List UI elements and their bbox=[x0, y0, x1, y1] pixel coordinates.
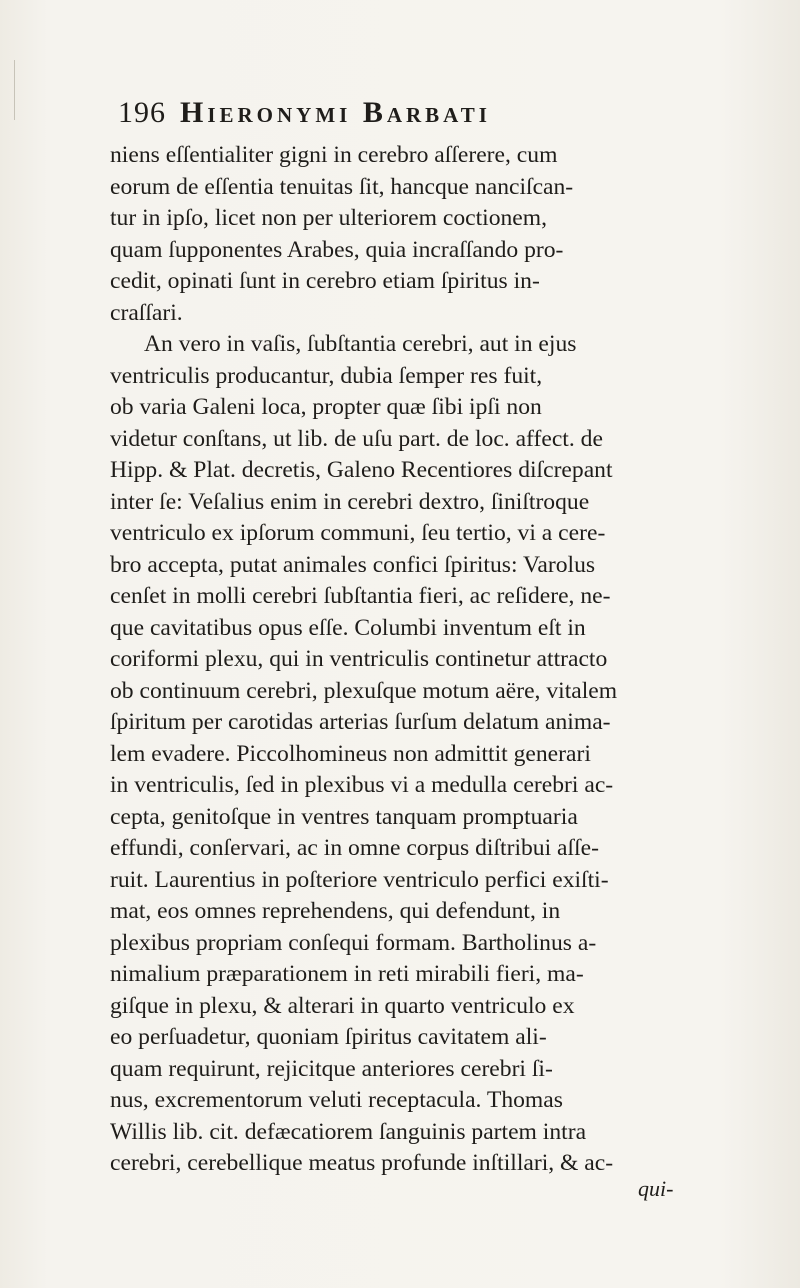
text-line: ruit. Laurentius in poſteriore ventriculo perfici exiſti- bbox=[110, 866, 609, 893]
text-line: in ventriculis, ſed in plexibus vi a medulla cerebri ac- bbox=[110, 772, 614, 798]
running-head: Hieronymi Barbati bbox=[180, 96, 491, 129]
text-line: coriformi plexu, qui in ventriculis continetur attracto bbox=[110, 646, 608, 672]
text-line: Willis lib. cit. defæcatiorem ſanguinis partem intra bbox=[110, 1118, 587, 1145]
text-line: ventriculo ex ipſorum communi, ſeu tertio, vi a cere- bbox=[110, 520, 606, 546]
text-line: cerebri, cerebellique meatus profunde inſtillari, & ac- bbox=[110, 1150, 614, 1176]
text-line: tur in ipſo, licet non per ulteriorem coctionem, bbox=[110, 205, 548, 231]
text-line: inter ſe: Veſalius enim in cerebri dextro, ſiniſtroque bbox=[110, 488, 590, 515]
text-line: ſpiritum per carotidas arterias ſurſum delatum anima- bbox=[110, 709, 611, 735]
text-line: cenſet in molli cerebri ſubſtantia fieri, ac reſidere, ne- bbox=[110, 583, 611, 609]
text-line: nus, excrementorum veluti receptacula. Thomas bbox=[110, 1087, 563, 1113]
text-line: An vero in vaſis, ſubſtantia cerebri, aut in ejus bbox=[144, 331, 577, 357]
text-line: quam requirunt, rejicitque anteriores cerebri ſi- bbox=[110, 1055, 553, 1082]
page-header bbox=[118, 96, 708, 130]
body-text bbox=[110, 140, 800, 1180]
text-line: nimalium præparationem in reti mirabili fieri, ma- bbox=[110, 961, 584, 987]
text-line: que cavitatibus opus eſſe. Columbi inventum eſt in bbox=[110, 614, 586, 641]
text-line: bro accepta, putat animales confici ſpiritus: Varolus bbox=[110, 551, 596, 578]
text-line: eorum de eſſentia tenuitas ſit, hancque nanciſcan- bbox=[110, 173, 574, 200]
text-line: ventriculis producantur, dubia ſemper res fuit, bbox=[110, 362, 543, 389]
text-line: Hipp. & Plat. decretis, Galeno Recentiores diſcrepant bbox=[110, 457, 613, 483]
text-line: ob varia Galeni loca, propter quæ ſibi ipſi non bbox=[110, 394, 542, 420]
text-line: effundi, conſervari, ac in omne corpus diſtribui aſſe- bbox=[110, 835, 599, 861]
text-line: videtur conſtans, ut lib. de uſu part. de loc. affect. de bbox=[110, 425, 603, 452]
text-line: ob continuum cerebri, plexuſque motum aëre, vitalem bbox=[110, 677, 618, 704]
text-line: niens eſſentialiter gigni in cerebro aſſerere, cum bbox=[110, 142, 558, 168]
text-line: craſſari. bbox=[110, 299, 183, 326]
text-line: plexibus propriam conſequi formam. Bartholinus a- bbox=[110, 929, 597, 956]
text-line: cepta, genitoſque in ventres tanquam promptuaria bbox=[110, 803, 578, 830]
page-number: 196 bbox=[118, 96, 166, 129]
text-line: eo perſuadetur, quoniam ſpiritus cavitatem ali- bbox=[110, 1024, 547, 1050]
catchword: qui- bbox=[638, 1176, 674, 1201]
text-line: mat, eos omnes reprehendens, qui defendunt, in bbox=[110, 898, 561, 924]
text-line: cedit, opinati ſunt in cerebro etiam ſpiritus in- bbox=[110, 268, 540, 294]
left-margin-mark bbox=[14, 60, 15, 120]
text-line: quam ſupponentes Arabes, quia incraſſando pro- bbox=[110, 236, 564, 263]
text-line: giſque in plexu, & alterari in quarto ventriculo ex bbox=[110, 992, 575, 1019]
text-line: lem evadere. Piccolhomineus non admittit generari bbox=[110, 740, 591, 767]
